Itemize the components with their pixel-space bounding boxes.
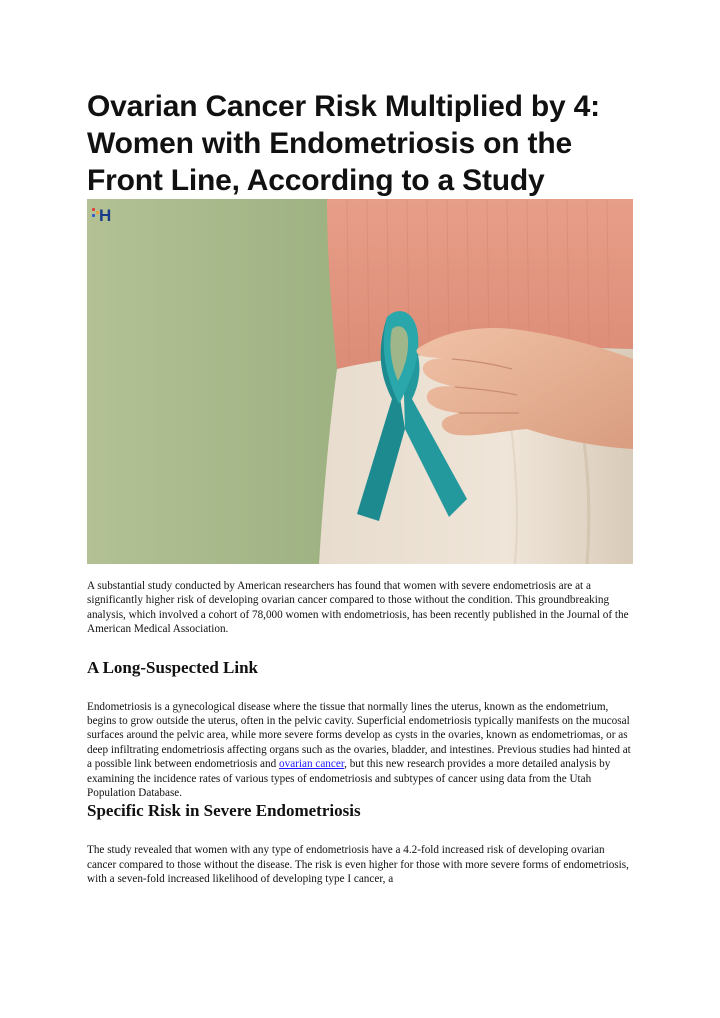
section-heading-severe: Specific Risk in Severe Endometriosis: [87, 801, 361, 821]
intro-paragraph: A substantial study conducted by American researchers has found that women with severe endometriosis are at a significantly higher risk of developing ovarian cancer compared to those without the condition. This groundbreaking analysis, which involved a cohort of 78,000 women with endometriosis, has been recently published in the Journal of the American Medical Association.: [87, 580, 629, 636]
section1-paragraph: [87, 700, 633, 801]
article: [87, 88, 633, 887]
section1-text-after-link: , but this new research provides a more detailed analysis by examining the incidence rates of various types of endometriosis and subtypes of cancer using data from the Utah Population Database.: [87, 758, 611, 800]
site-logo-text: H: [99, 206, 112, 225]
hero-image: [87, 199, 633, 564]
article-title: Ovarian Cancer Risk Multiplied by 4: Women with Endometriosis on the Front Line, According to a Study: [87, 90, 600, 197]
ovarian-cancer-link[interactable]: ovarian cancer: [279, 758, 345, 771]
section-heading-link: A Long-Suspected Link: [87, 657, 258, 677]
site-logo-icon: [92, 205, 112, 225]
section2-paragraph: The study revealed that women with any type of endometriosis have a 4.2-fold increased risk of developing ovarian cancer compared to those without the disease. The risk is even higher for those with more severe forms of endometriosis, with a seven-fold increased likelihood of developing type I cancer, a: [87, 844, 629, 886]
hero-illustration: [87, 199, 633, 564]
section1-text-before-link: Endometriosis is a gynecological disease where the tissue that normally lines the uterus, known as the endometrium, begins to grow outside the uterus, often in the pelvic cavity. Superficial endometriosis typically manifests on the mucosal surfaces around the pelvic area, while more severe forms develop as cysts in the ovaries, known as endometriomas, or as deep infiltrating endometriosis affecting organs such as the ovaries, bladder, and intestines. Previous studies had hinted at a possible link between endometriosis and: [87, 700, 631, 771]
